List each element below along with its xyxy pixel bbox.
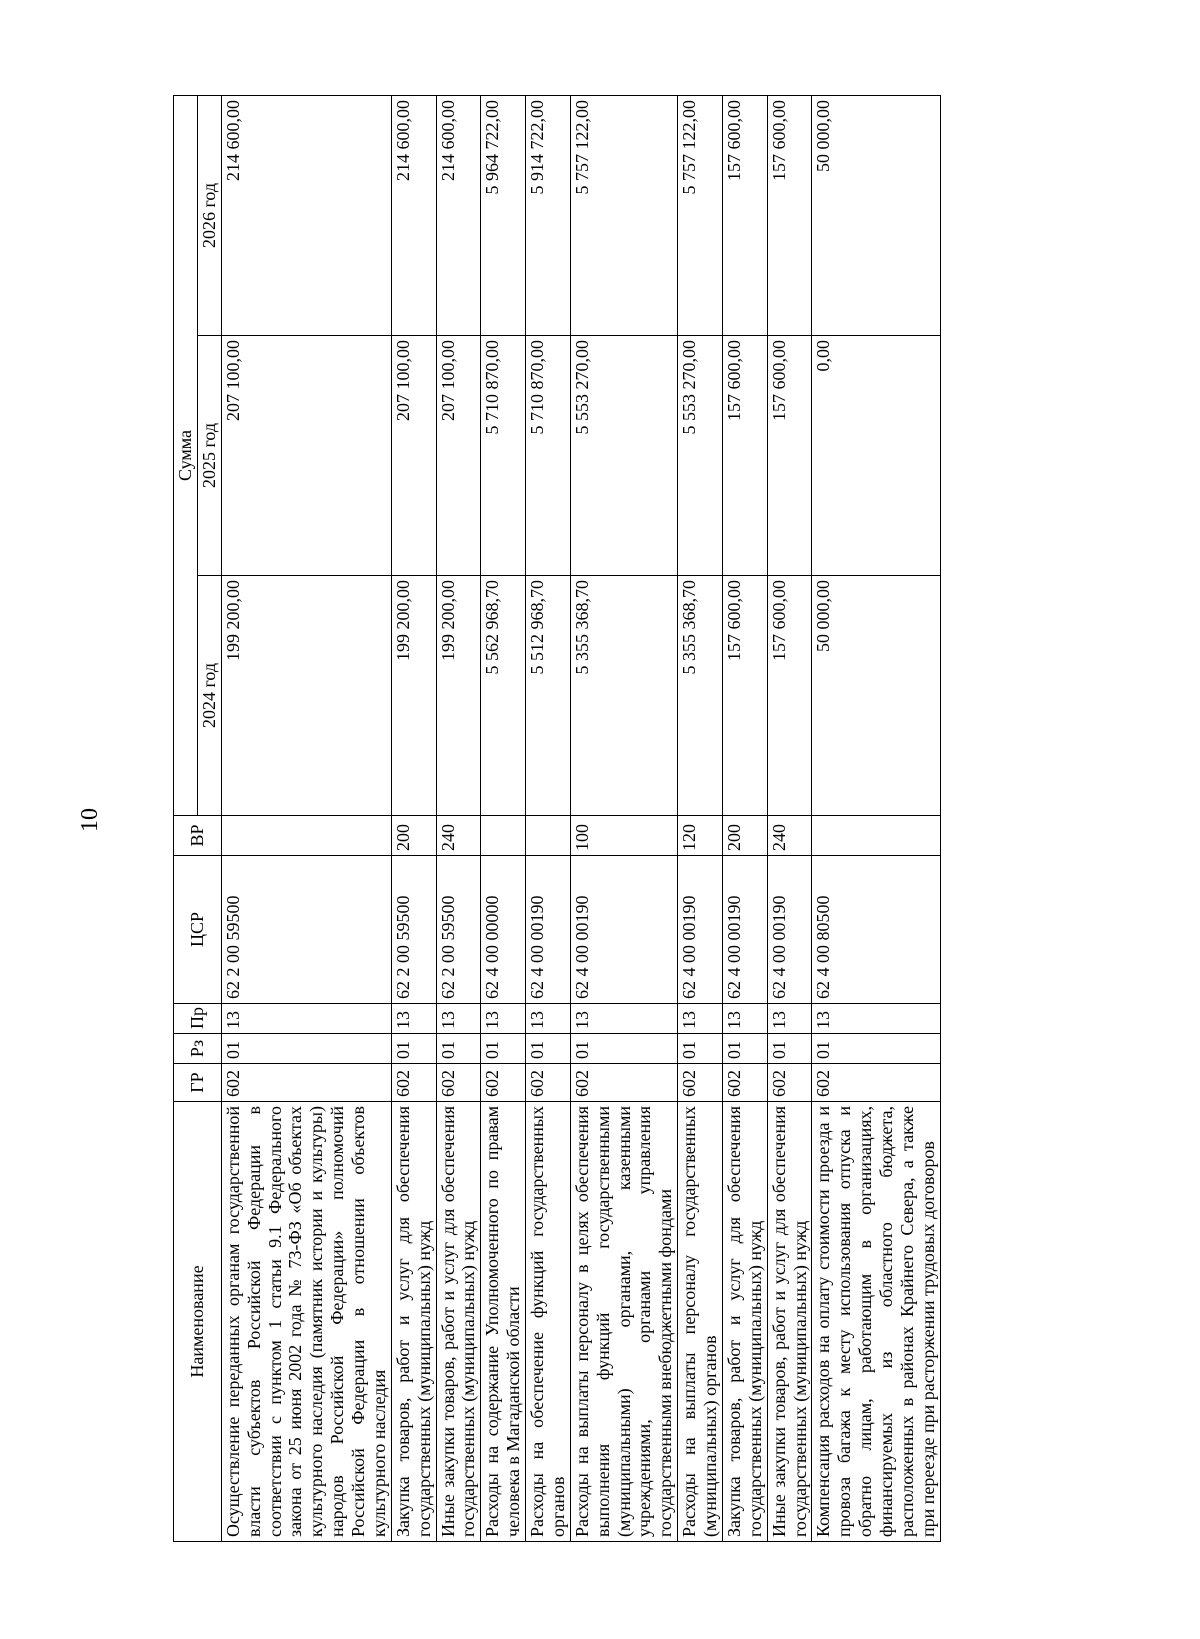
row-csr: 62 2 00 59500 [221, 856, 391, 1004]
row-2026: 5 964 722,00 [481, 95, 526, 335]
row-csr: 62 4 00 00190 [678, 856, 723, 1004]
row-vr: 200 [391, 816, 436, 856]
table-row [767, 95, 812, 1541]
row-gr: 602 [481, 1064, 526, 1102]
table-row [221, 95, 391, 1541]
row-rz: 01 [767, 1034, 812, 1064]
row-pr: 13 [436, 1004, 481, 1034]
row-2025: 157 600,00 [767, 336, 812, 576]
row-name: Расходы на содержание Уполномоченного по правам человека в Магаданской области [481, 1102, 526, 1542]
row-2025: 5 710 870,00 [526, 336, 571, 576]
row-rz: 01 [722, 1034, 767, 1064]
row-2025: 207 100,00 [436, 336, 481, 576]
row-2025: 207 100,00 [221, 336, 391, 576]
row-rz: 01 [678, 1034, 723, 1064]
row-2024: 50 000,00 [812, 576, 940, 816]
row-name: Закупка товаров, работ и услуг для обеспечения государственных (муниципальных) нужд [722, 1102, 767, 1542]
page-number: 10 [77, 808, 103, 832]
row-2025: 157 600,00 [722, 336, 767, 576]
header-vr: ВР [174, 816, 222, 856]
row-2026: 214 600,00 [436, 95, 481, 335]
row-2024: 199 200,00 [391, 576, 436, 816]
row-gr: 602 [436, 1064, 481, 1102]
header-rz: Рз [174, 1034, 222, 1064]
row-2024: 199 200,00 [221, 576, 391, 816]
header-2024: 2024 год [197, 576, 221, 816]
row-2026: 5 757 122,00 [678, 95, 723, 335]
row-gr: 602 [526, 1064, 571, 1102]
row-vr: 240 [767, 816, 812, 856]
row-name: Расходы на обеспечение функций государственных органов [526, 1102, 571, 1542]
row-pr: 13 [391, 1004, 436, 1034]
row-vr [526, 816, 571, 856]
row-pr: 13 [812, 1004, 940, 1034]
row-csr: 62 4 00 00000 [481, 856, 526, 1004]
row-pr: 13 [722, 1004, 767, 1034]
row-csr: 62 4 00 00190 [722, 856, 767, 1004]
row-gr: 602 [391, 1064, 436, 1102]
row-csr: 62 4 00 00190 [526, 856, 571, 1004]
budget-table [173, 95, 941, 1542]
row-rz: 01 [481, 1034, 526, 1064]
row-2026: 5 757 122,00 [570, 95, 677, 335]
table-row [812, 95, 940, 1541]
row-2026: 5 914 722,00 [526, 95, 571, 335]
row-pr: 13 [678, 1004, 723, 1034]
row-2025: 207 100,00 [391, 336, 436, 576]
row-2026: 157 600,00 [722, 95, 767, 335]
row-vr [481, 816, 526, 856]
row-rz: 01 [570, 1034, 677, 1064]
table-row [526, 95, 571, 1541]
row-csr: 62 2 00 59500 [436, 856, 481, 1004]
table-row [678, 95, 723, 1541]
row-csr: 62 4 00 00190 [767, 856, 812, 1004]
row-csr: 62 4 00 80500 [812, 856, 940, 1004]
row-gr: 602 [722, 1064, 767, 1102]
row-2025: 5 553 270,00 [678, 336, 723, 576]
row-2026: 214 600,00 [391, 95, 436, 335]
header-csr: ЦСР [174, 856, 222, 1004]
row-name: Иные закупки товаров, работ и услуг для обеспечения государственных (муниципальных) нужд [436, 1102, 481, 1542]
table-row [391, 95, 436, 1541]
row-gr: 602 [221, 1064, 391, 1102]
row-2024: 5 355 368,70 [570, 576, 677, 816]
table-body [221, 95, 940, 1541]
header-2026: 2026 год [197, 95, 221, 335]
row-pr: 13 [570, 1004, 677, 1034]
row-name: Закупка товаров, работ и услуг для обеспечения государственных (муниципальных) нужд [391, 1102, 436, 1542]
row-pr: 13 [767, 1004, 812, 1034]
row-vr [221, 816, 391, 856]
row-2024: 5 355 368,70 [678, 576, 723, 816]
row-2024: 5 512 968,70 [526, 576, 571, 816]
row-gr: 602 [570, 1064, 677, 1102]
row-vr: 120 [678, 816, 723, 856]
row-name: Иные закупки товаров, работ и услуг для обеспечения государственных (муниципальных) нужд [767, 1102, 812, 1542]
row-gr: 602 [678, 1064, 723, 1102]
row-2024: 5 562 968,70 [481, 576, 526, 816]
row-rz: 01 [526, 1034, 571, 1064]
row-vr [812, 816, 940, 856]
table-header [174, 95, 222, 1541]
row-2024: 157 600,00 [722, 576, 767, 816]
row-csr: 62 2 00 59500 [391, 856, 436, 1004]
row-2026: 214 600,00 [221, 95, 391, 335]
row-vr: 200 [722, 816, 767, 856]
row-rz: 01 [391, 1034, 436, 1064]
row-rz: 01 [221, 1034, 391, 1064]
row-name: Компенсация расходов на оплату стоимости проезда и провоза багажа к месту использования отпуска и обратно лицам, работающим в организациях, финансируемых из областного бюджета, расположенных в районах Крайнего Севера, а также при переезде при расторжении трудовых договоров [812, 1102, 940, 1542]
budget-table-container [173, 96, 938, 1542]
row-2026: 50 000,00 [812, 95, 940, 335]
row-rz: 01 [812, 1034, 940, 1064]
row-pr: 13 [481, 1004, 526, 1034]
row-name: Расходы на выплаты персоналу государственных (муниципальных) органов [678, 1102, 723, 1542]
row-2026: 157 600,00 [767, 95, 812, 335]
header-2025: 2025 год [197, 336, 221, 576]
row-2025: 0,00 [812, 336, 940, 576]
header-summa: Сумма [174, 95, 198, 815]
row-rz: 01 [436, 1034, 481, 1064]
row-2024: 157 600,00 [767, 576, 812, 816]
row-csr: 62 4 00 00190 [570, 856, 677, 1004]
row-2025: 5 710 870,00 [481, 336, 526, 576]
row-2025: 5 553 270,00 [570, 336, 677, 576]
row-name: Осуществление переданных органам государственной власти субъектов Российской Федерации в соответствии с пунктом 1 статьи 9.1 Федерального закона от 25 июня 2002 года № 73-ФЗ «Об объектах культурного наследия (памятник истории и культуры) народов Российской Федерации» полномочий Российской Федерации в отношении объектов культурного наследия [221, 1102, 391, 1542]
table-row [481, 95, 526, 1541]
header-gr: ГР [174, 1064, 222, 1102]
row-name: Расходы на выплаты персоналу в целях обеспечения выполнения функций государственными (муниципальными) органами, казенными учреждениями, органами управления государственными внебюджетными фондами [570, 1102, 677, 1542]
table-row [436, 95, 481, 1541]
row-gr: 602 [767, 1064, 812, 1102]
header-pr: Пр [174, 1004, 222, 1034]
row-pr: 13 [526, 1004, 571, 1034]
row-2024: 199 200,00 [436, 576, 481, 816]
table-row [570, 95, 677, 1541]
row-gr: 602 [812, 1064, 940, 1102]
row-pr: 13 [221, 1004, 391, 1034]
table-row [722, 95, 767, 1541]
header-name: Наименование [174, 1102, 222, 1542]
row-vr: 100 [570, 816, 677, 856]
row-vr: 240 [436, 816, 481, 856]
